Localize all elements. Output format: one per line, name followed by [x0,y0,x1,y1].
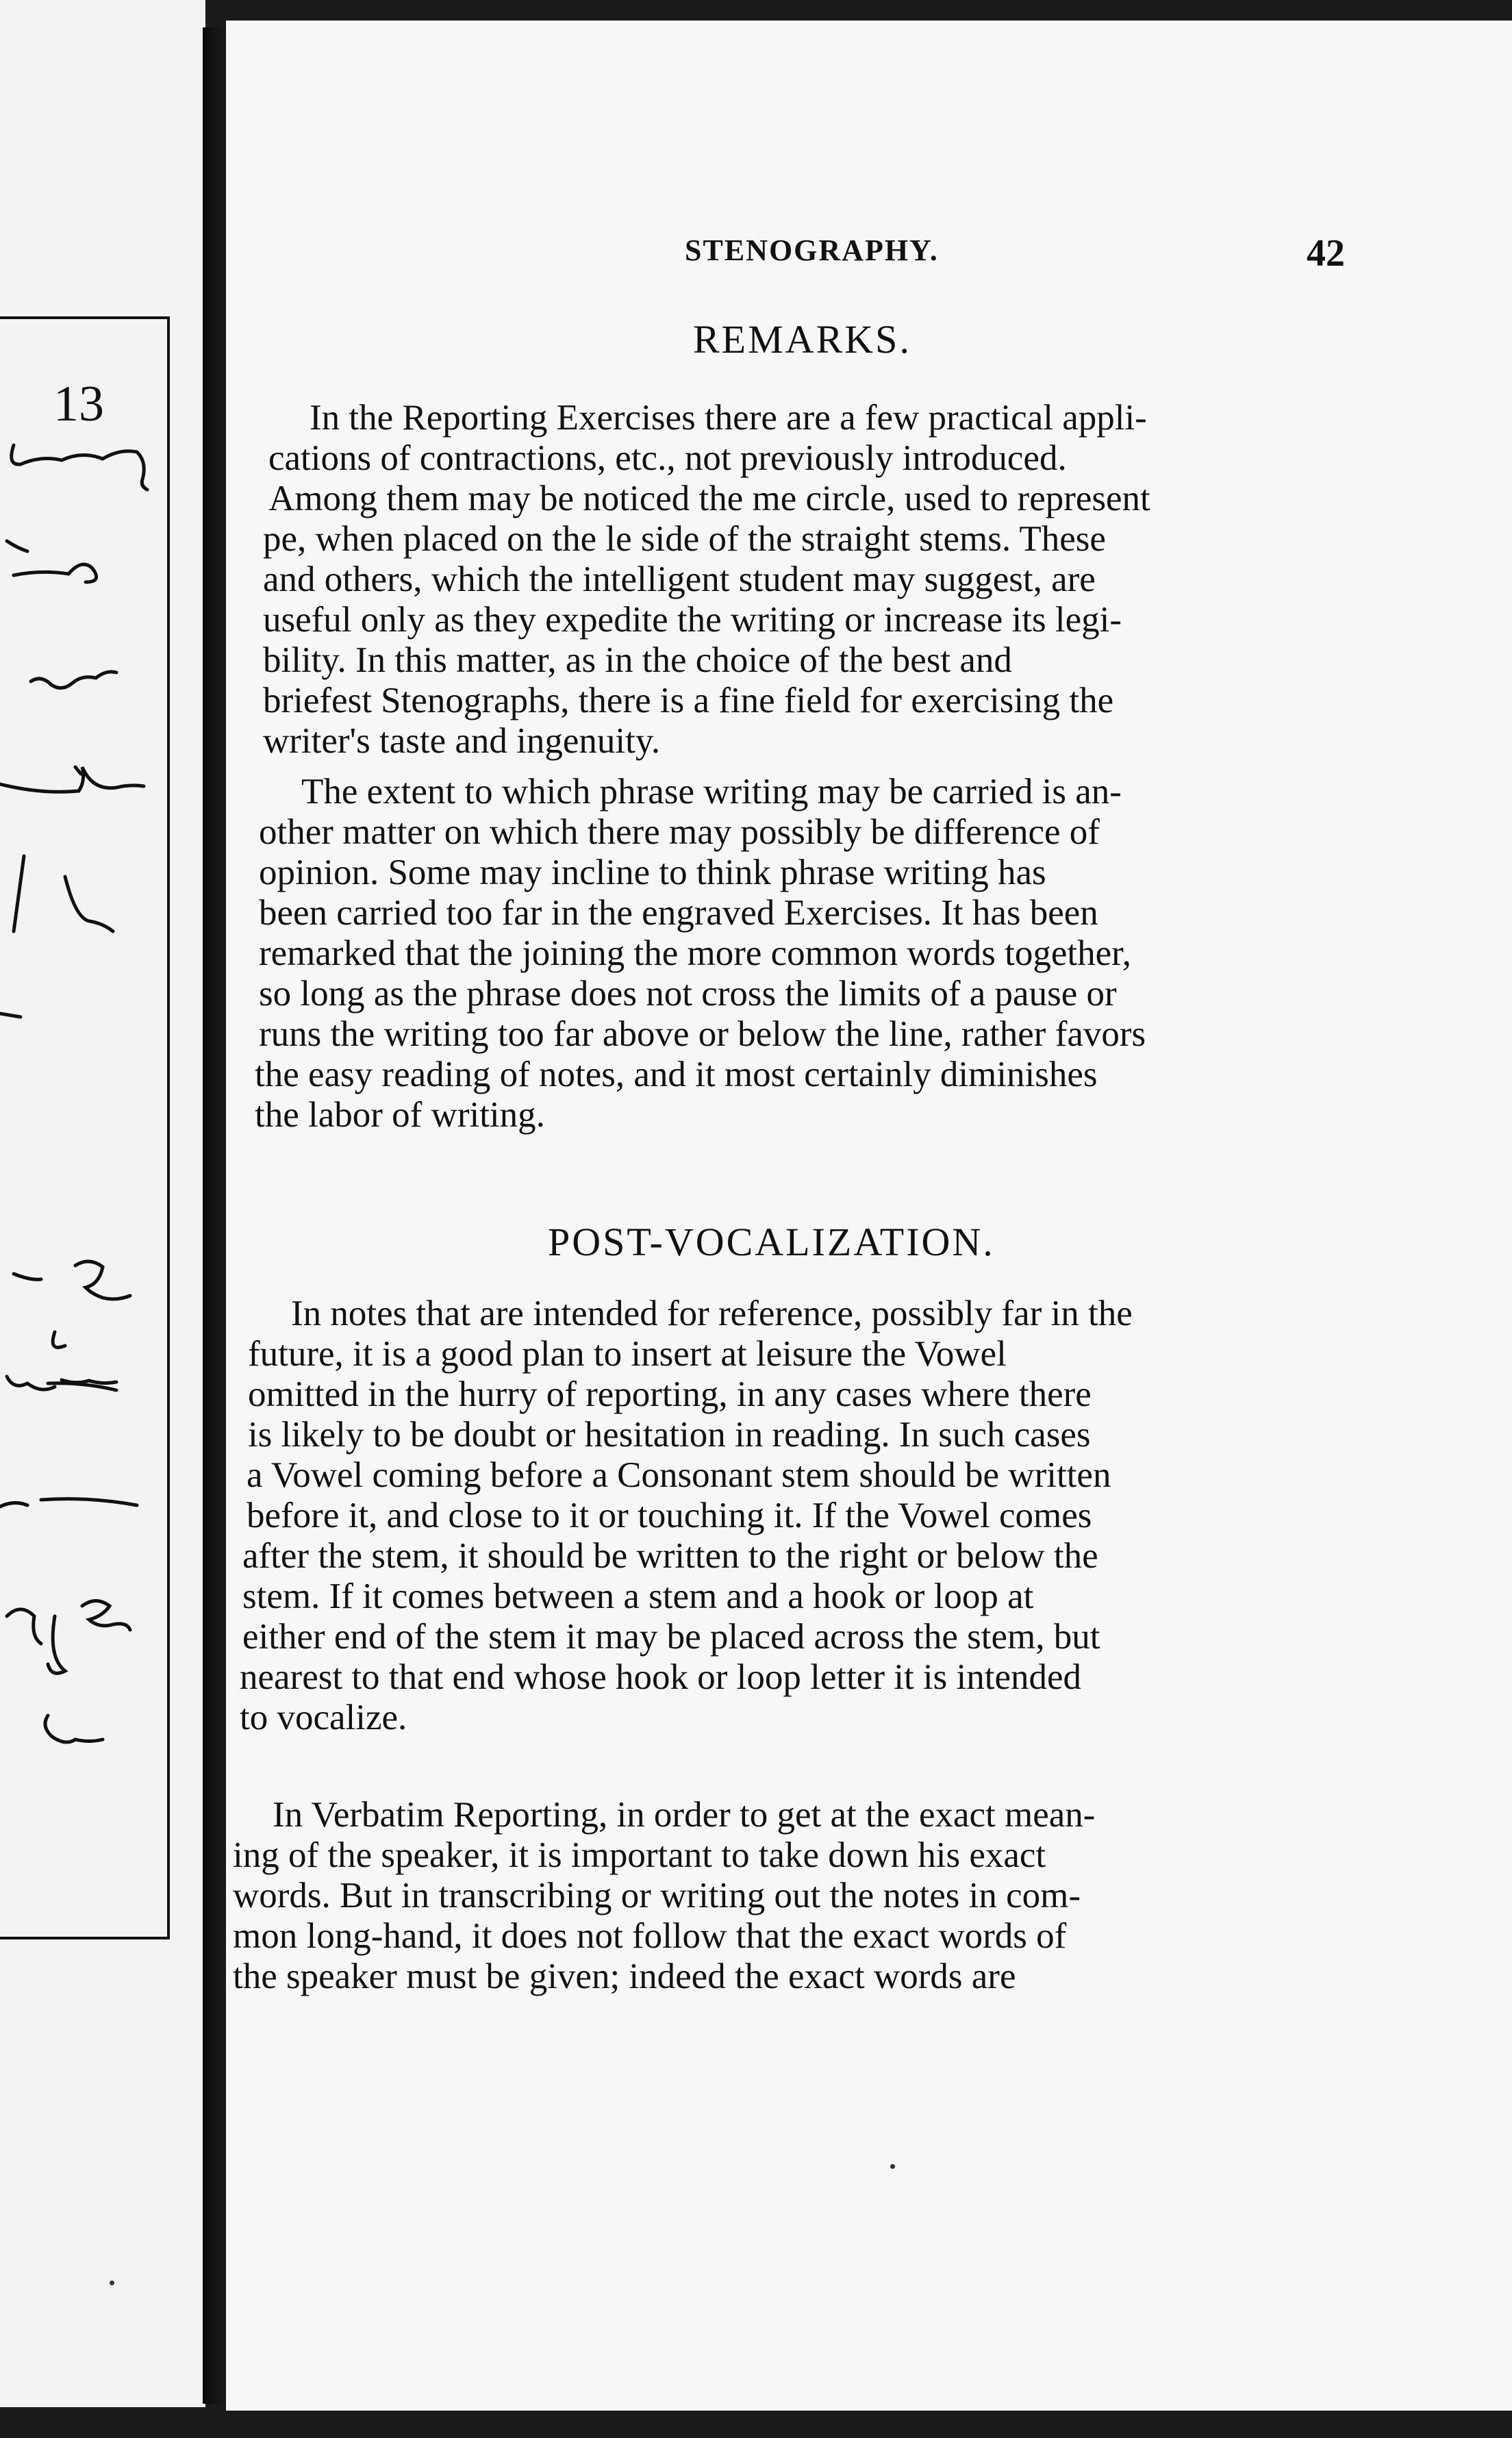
running-header: STENOGRAPHY. [685,234,939,267]
paragraph-line: bility. In this matter, as in the choice of the best and [263,640,1012,680]
page-speck [110,2280,114,2285]
left-page [0,0,205,2407]
paragraph-line: other matter on which there may possibly be difference of [259,812,1100,852]
right-page [226,21,1512,2411]
section-heading-remarks: REMARKS. [693,317,911,362]
paragraph-line: In Verbatim Reporting, in order to get at the exact mean- [273,1795,1096,1835]
figure-label: 13 [53,376,104,432]
paragraph-line: briefest Stenographs, there is a fine field for exercising the [263,681,1114,720]
paragraph-line: either end of the stem it may be placed across the stem, but [242,1617,1100,1657]
paragraph-line: mon long-hand, it does not follow that the exact words of [233,1916,1067,1956]
section-heading-post-vocalization: POST-VOCALIZATION. [548,1220,995,1264]
paragraph-line: so long as the phrase does not cross the limits of a pause or [259,974,1117,1014]
paragraph-line: opinion. Some may incline to think phrase writing has [259,853,1046,892]
paragraph-line: cations of contractions, etc., not previously introduced. [268,438,1067,478]
paragraph-line: words. But in transcribing or writing out the notes in com- [233,1876,1081,1915]
paragraph-line: nearest to that end whose hook or loop letter it is intended [240,1657,1082,1697]
paragraph-line: future, it is a good plan to insert at leisure the Vowel [248,1334,1007,1374]
paragraph-line: the speaker must be given; indeed the exact words are [233,1957,1016,1996]
paragraph-line: Among them may be noticed the me circle, used to represent [268,479,1150,518]
paragraph-line: is likely to be doubt or hesitation in reading. In such cases [248,1415,1091,1455]
paragraph-line: remarked that the joining the more common words together, [259,933,1131,973]
paragraph-line: to vocalize. [240,1698,407,1737]
paragraph-line: writer's taste and ingenuity. [263,721,661,761]
paragraph-line: pe, when placed on the le side of the straight stems. These [263,519,1106,559]
paragraph-line: omitted in the hurry of reporting, in any cases where there [248,1374,1092,1414]
paragraph-line: In notes that are intended for reference, possibly far in the [291,1294,1133,1333]
paragraph-line: The extent to which phrase writing may be carried is an- [301,772,1122,812]
paragraph-line: a Vowel coming before a Consonant stem should be written [247,1455,1111,1495]
paragraph-line: and others, which the intelligent student may suggest, are [263,560,1096,599]
paragraph-line: the labor of writing. [255,1095,545,1135]
paragraph-line: runs the writing too far above or below the line, rather favors [259,1014,1146,1054]
paragraph-line: after the stem, it should be written to the right or below the [242,1536,1098,1576]
page-number: 42 [1307,232,1345,275]
paragraph-line: stem. If it comes between a stem and a hook or loop at [242,1576,1034,1616]
paragraph-line: been carried too far in the engraved Exercises. It has been [259,893,1098,933]
paragraph-line: useful only as they expedite the writing or increase its legi- [263,600,1122,640]
shorthand-outlines [0,411,205,1918]
paragraph-line: before it, and close to it or touching it. If the Vowel comes [247,1496,1092,1535]
paragraph-line: the easy reading of notes, and it most certainly diminishes [255,1055,1098,1094]
paragraph-line: ing of the speaker, it is important to take down his exact [233,1835,1046,1875]
paragraph-line: In the Reporting Exercises there are a few practical appli- [310,398,1147,438]
page-speck [890,2164,895,2169]
